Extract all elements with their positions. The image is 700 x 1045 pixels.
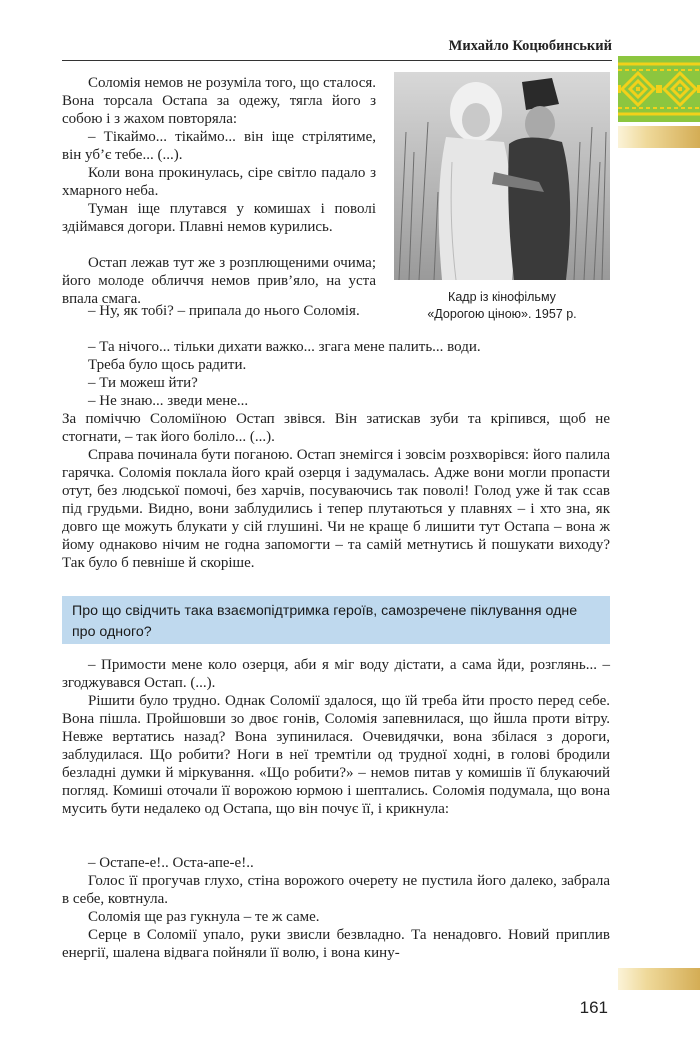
paragraph: – Ну, як тобі? – припала до нього Соломія. (88, 303, 360, 319)
paragraph: Соломія ще раз гукнула – те ж саме. (88, 909, 320, 925)
paragraph: Серце в Соломії упало, руки звисли безвладно. Та ненадовго. Новий приплив енергії, шалена відвага пойняли її волю, і вона кину- (62, 927, 610, 961)
paragraph: Коли вона прокинулась, сіре світло падало з хмарного неба. (62, 165, 376, 199)
paragraph: Туман іще плутався у комишах і поволі здіймався догори. Плавні немов курились. (62, 201, 376, 235)
caption-line-2: «Дорогою ціною». 1957 р. (427, 307, 577, 321)
paragraph: – Ти можеш йти? (88, 375, 198, 391)
paragraph: Рішити було трудно. Однак Соломії здалося, що їй треба йти просто перед себе. Вона пішла. Пройшовши зо двоє гонів, Соломія запевнилася, що йшла проти вітру. Невже вертатись назад? Вона зупинилася. Очевидячки, вона збілася з дороги, заблудилася. Що робити? Ноги в неї тремтіли од трудної ходні, в голові бродили безладні думки й міркування. «Що робити?» – немов питав у комишів її блукаючий погляд. Комиші оточали її ворожою юрмою і шептались. Соломія подумала, що вона мусить бути недалеко од Остапа, що він почує її, і крикнула: (62, 693, 610, 817)
gold-band-top (618, 126, 700, 148)
running-header-author: Михайло Коцюбинський (448, 38, 612, 54)
discussion-question: Про що свідчить така взаємопідтримка героїв, самозречене піклування одне про одного? (72, 603, 578, 640)
gold-band-bottom (618, 968, 700, 990)
paragraph: Соломія немов не розуміла того, що сталося. Вона торсала Остапа за одежу, тягла його з собою і з жахом повторяла: (62, 75, 376, 127)
paragraph: – Примости мене коло озерця, аби я міг воду дістати, а сама йди, розглянь... – згоджувався Остап. (...). (62, 657, 610, 691)
discussion-question-box (62, 596, 610, 644)
paragraph: Голос її прогучав глухо, стіна ворожого очерету не пустила його далеко, забрала в себе, ковтнула. (62, 873, 610, 907)
header-rule (62, 60, 612, 61)
film-still-image (394, 72, 610, 280)
paragraph: – Не знаю... зведи мене... (88, 393, 249, 409)
paragraph: Треба було щось радити. (88, 357, 247, 373)
figure-caption (394, 289, 610, 323)
paragraph: – Тікаймо... тікаймо... він іще стрілятиме, він уб’є тебе... (...). (62, 129, 376, 163)
page-number: 161 (579, 998, 608, 1017)
paragraph: Справа починала бути поганою. Остап знемігся і зовсім розхворівся: його палила гарячка. Соломія поклала його край озерця і задумалась. Адже вони могли пропасти отут, без людської помочі, без харчів, посуваючись так поволі! Голод уже й так ссав під грудьми. Видно, вони заблудились і тепер плутаються у плавнях – і хто зна, як довго ще можуть блукати у сій глушині. Чи не краще б лишити тут Остапа – вона ж йому однаково нічим не годна запомогти – та самій метнутись й пошукати виходу? Так було б певніше й скоріше. (62, 447, 610, 571)
paragraph: – Остапе-е!.. Оста-апе-е!.. (88, 855, 254, 871)
paragraph: – Та нічого... тільки дихати важко... згага мене палить... води. (88, 339, 481, 355)
embroidery-ornament (618, 56, 700, 122)
caption-line-1: Кадр із кінофільму (448, 290, 556, 304)
paragraph: Остап лежав тут же з розплющеними очима; його молоде обличчя немов прив’яло, на уста впала смага. (62, 255, 376, 307)
paragraph: За поміччю Соломіїною Остап звівся. Він затискав зуби та кріпився, щоб не стогнати, – так його боліло... (...). (62, 411, 610, 445)
